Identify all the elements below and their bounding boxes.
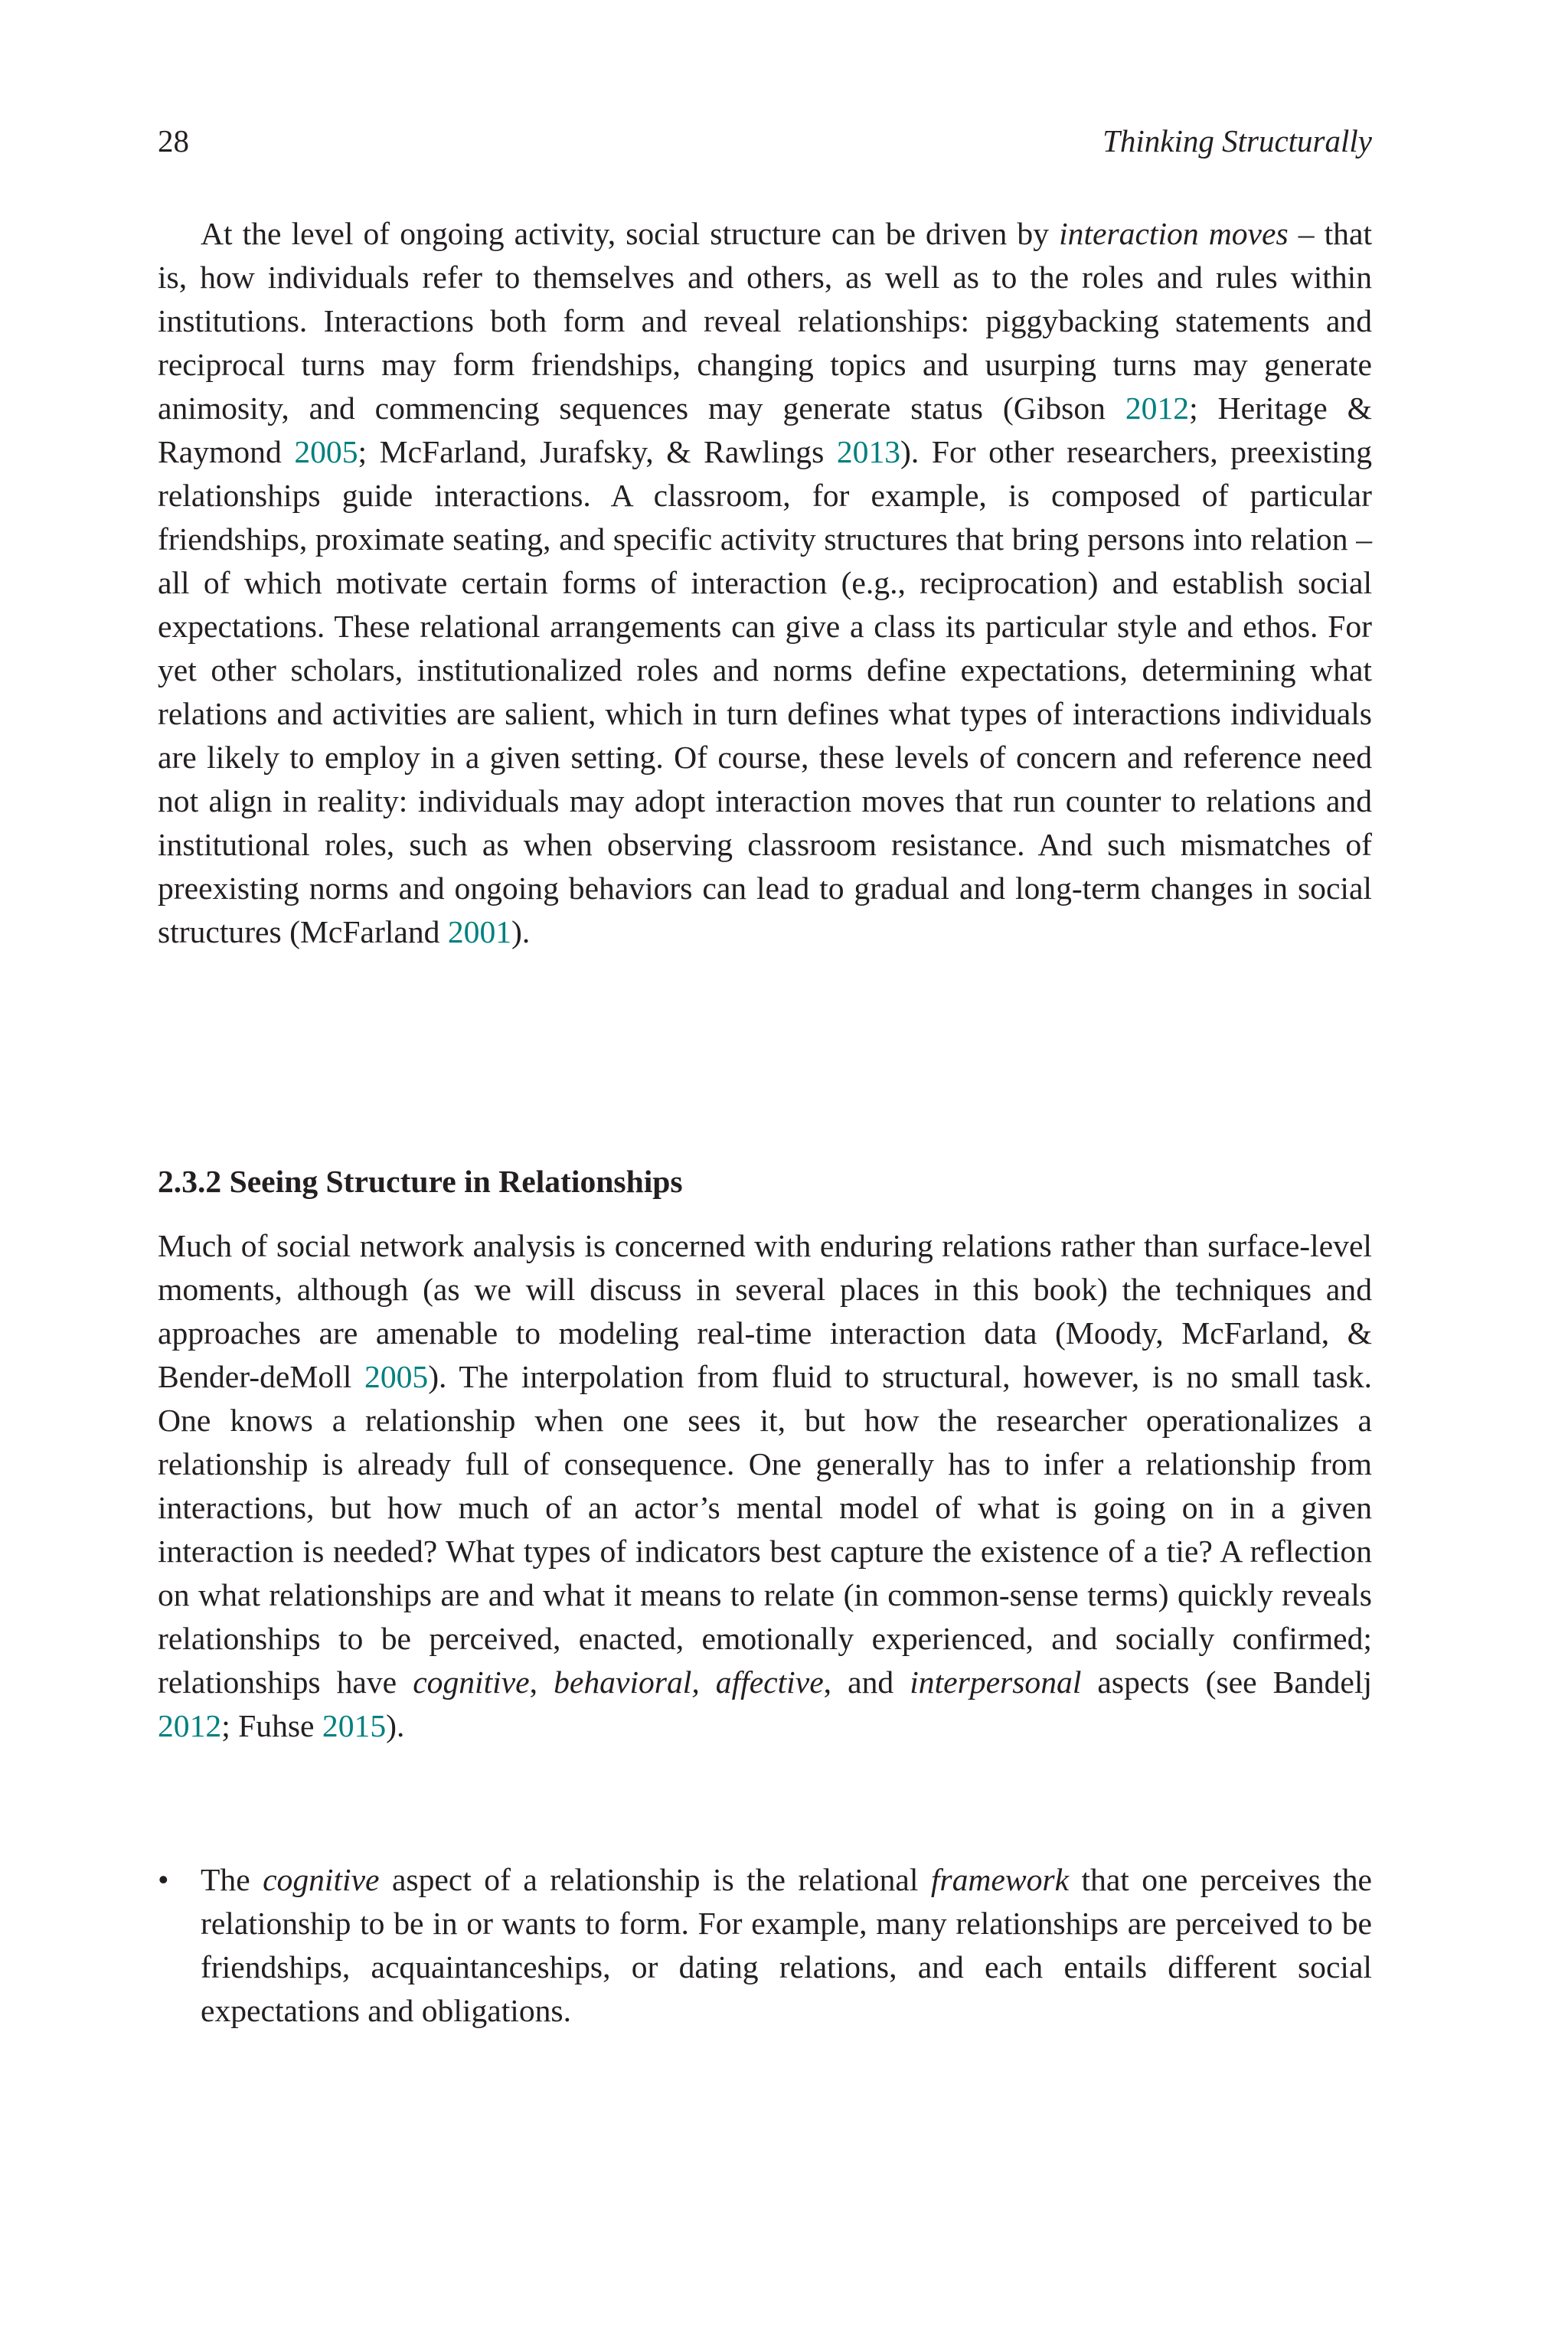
text-run: ,: [529, 1664, 554, 1700]
emphasis-cognitive: cognitive: [263, 1862, 380, 1897]
text-run: ). For other researchers, preexisting relationships guide interactions. A classroom, for example, is composed of particular friendships, proximate seating, and specific activity structures that bring persons into relation – all of which motivate certain forms of interaction (e.g., reciprocation) and establish social expectations. These relational arrangements can give a class its particular style and ethos. For yet other scholars, institutionalized roles and norms define expectations, determining what relations and activities are salient, which in turn defines what types of interactions individuals are likely to employ in a given setting. Of course, these levels of concern and reference need not align in reality: individuals may adopt interaction moves that run counter to relations and institutional roles, such as when observing classroom resistance. And such mismatches of preexisting norms and ongoing behaviors can lead to gradual and long-term changes in social structures (McFarland: [158, 434, 1372, 949]
citation-link-bandelj-2012[interactable]: 2012: [158, 1708, 222, 1743]
text-run: ; Fuhse: [221, 1708, 322, 1743]
text-run: ).: [511, 914, 531, 949]
citation-link-gibson-2012[interactable]: 2012: [1125, 390, 1190, 426]
emphasis-cognitive: cognitive: [413, 1664, 530, 1700]
running-title: Thinking Structurally: [1102, 123, 1372, 158]
citation-link-heritage-2005[interactable]: 2005: [294, 434, 358, 469]
page-number: 28: [158, 123, 189, 158]
page-header: [158, 122, 1372, 159]
text-run: Much of social network analysis is concerned with enduring relations rather than surface-level moments, although (as we will discuss in several places in this book) the techniques and approaches are amenable to modeling real-time interaction data (Moody, McFarland, & Bender-deMoll: [158, 1228, 1372, 1394]
bullet-marker: •: [158, 1862, 169, 1897]
emphasis-behavioral-affective: behavioral, affective: [554, 1664, 824, 1700]
text-run: that one perceives the relationship to be in or wants to form. For example, many relationships are perceived to be friendships, acquaintanceships, or dating relations, and each entails different social expectations and obligations.: [201, 1862, 1372, 2028]
emphasis-framework: framework: [930, 1862, 1070, 1897]
citation-link-moody-2005[interactable]: 2005: [364, 1359, 429, 1394]
citation-link-fuhse-2015[interactable]: 2015: [322, 1708, 387, 1743]
paragraph-interaction-moves: [158, 212, 1372, 954]
text-run: At the level of ongoing activity, social structure can be driven by: [201, 216, 1060, 251]
paragraph-text: [158, 212, 1372, 954]
text-run: ; McFarland, Jurafsky, & Rawlings: [358, 434, 837, 469]
text-run: ).: [386, 1708, 405, 1743]
paragraph-relationships: [158, 1224, 1372, 1748]
bullet-text: [201, 1858, 1372, 2033]
text-run: aspect of a relationship is the relational: [379, 1862, 931, 1897]
emphasis-interaction-moves: interaction moves: [1059, 216, 1289, 251]
emphasis-interpersonal: interpersonal: [910, 1664, 1082, 1700]
citation-link-mcfarland-2001[interactable]: 2001: [447, 914, 512, 949]
text-run: – that is, how individuals refer to themselves and others, as well as to the roles and rules within institutions. Interactions both form and reveal relationships: piggybacking statements and reciprocal turns may form friendships, changing topics and usurping turns may generate animosity, and commencing sequences may generate status (Gibson: [158, 216, 1372, 426]
paragraph-text: [158, 1224, 1372, 1748]
citation-link-mcfarland-2013[interactable]: 2013: [836, 434, 901, 469]
text-run: , and: [823, 1664, 910, 1700]
text-run: ). The interpolation from fluid to structural, however, is no small task. One knows a relationship when one sees it, but how the researcher operationalizes a relationship is already full of consequence. One generally has to infer a relationship from interactions, but how much of an actor’s mental model of what is going on in a given interaction is needed? What types of indicators best capture the existence of a tie? A reflection on what relationships are and what it means to relate (in common-sense terms) quickly reveals relationships to be perceived, enacted, emotionally experienced, and socially confirmed; relationships have: [158, 1359, 1372, 1700]
section-heading: 2.3.2 Seeing Structure in Relationships: [158, 1164, 683, 1199]
text-run: aspects (see Bandelj: [1081, 1664, 1372, 1700]
text-run: ; Heritage & Raymond: [158, 390, 1373, 469]
bullet-list-item: [158, 1858, 1372, 2033]
text-run: The: [201, 1862, 263, 1897]
